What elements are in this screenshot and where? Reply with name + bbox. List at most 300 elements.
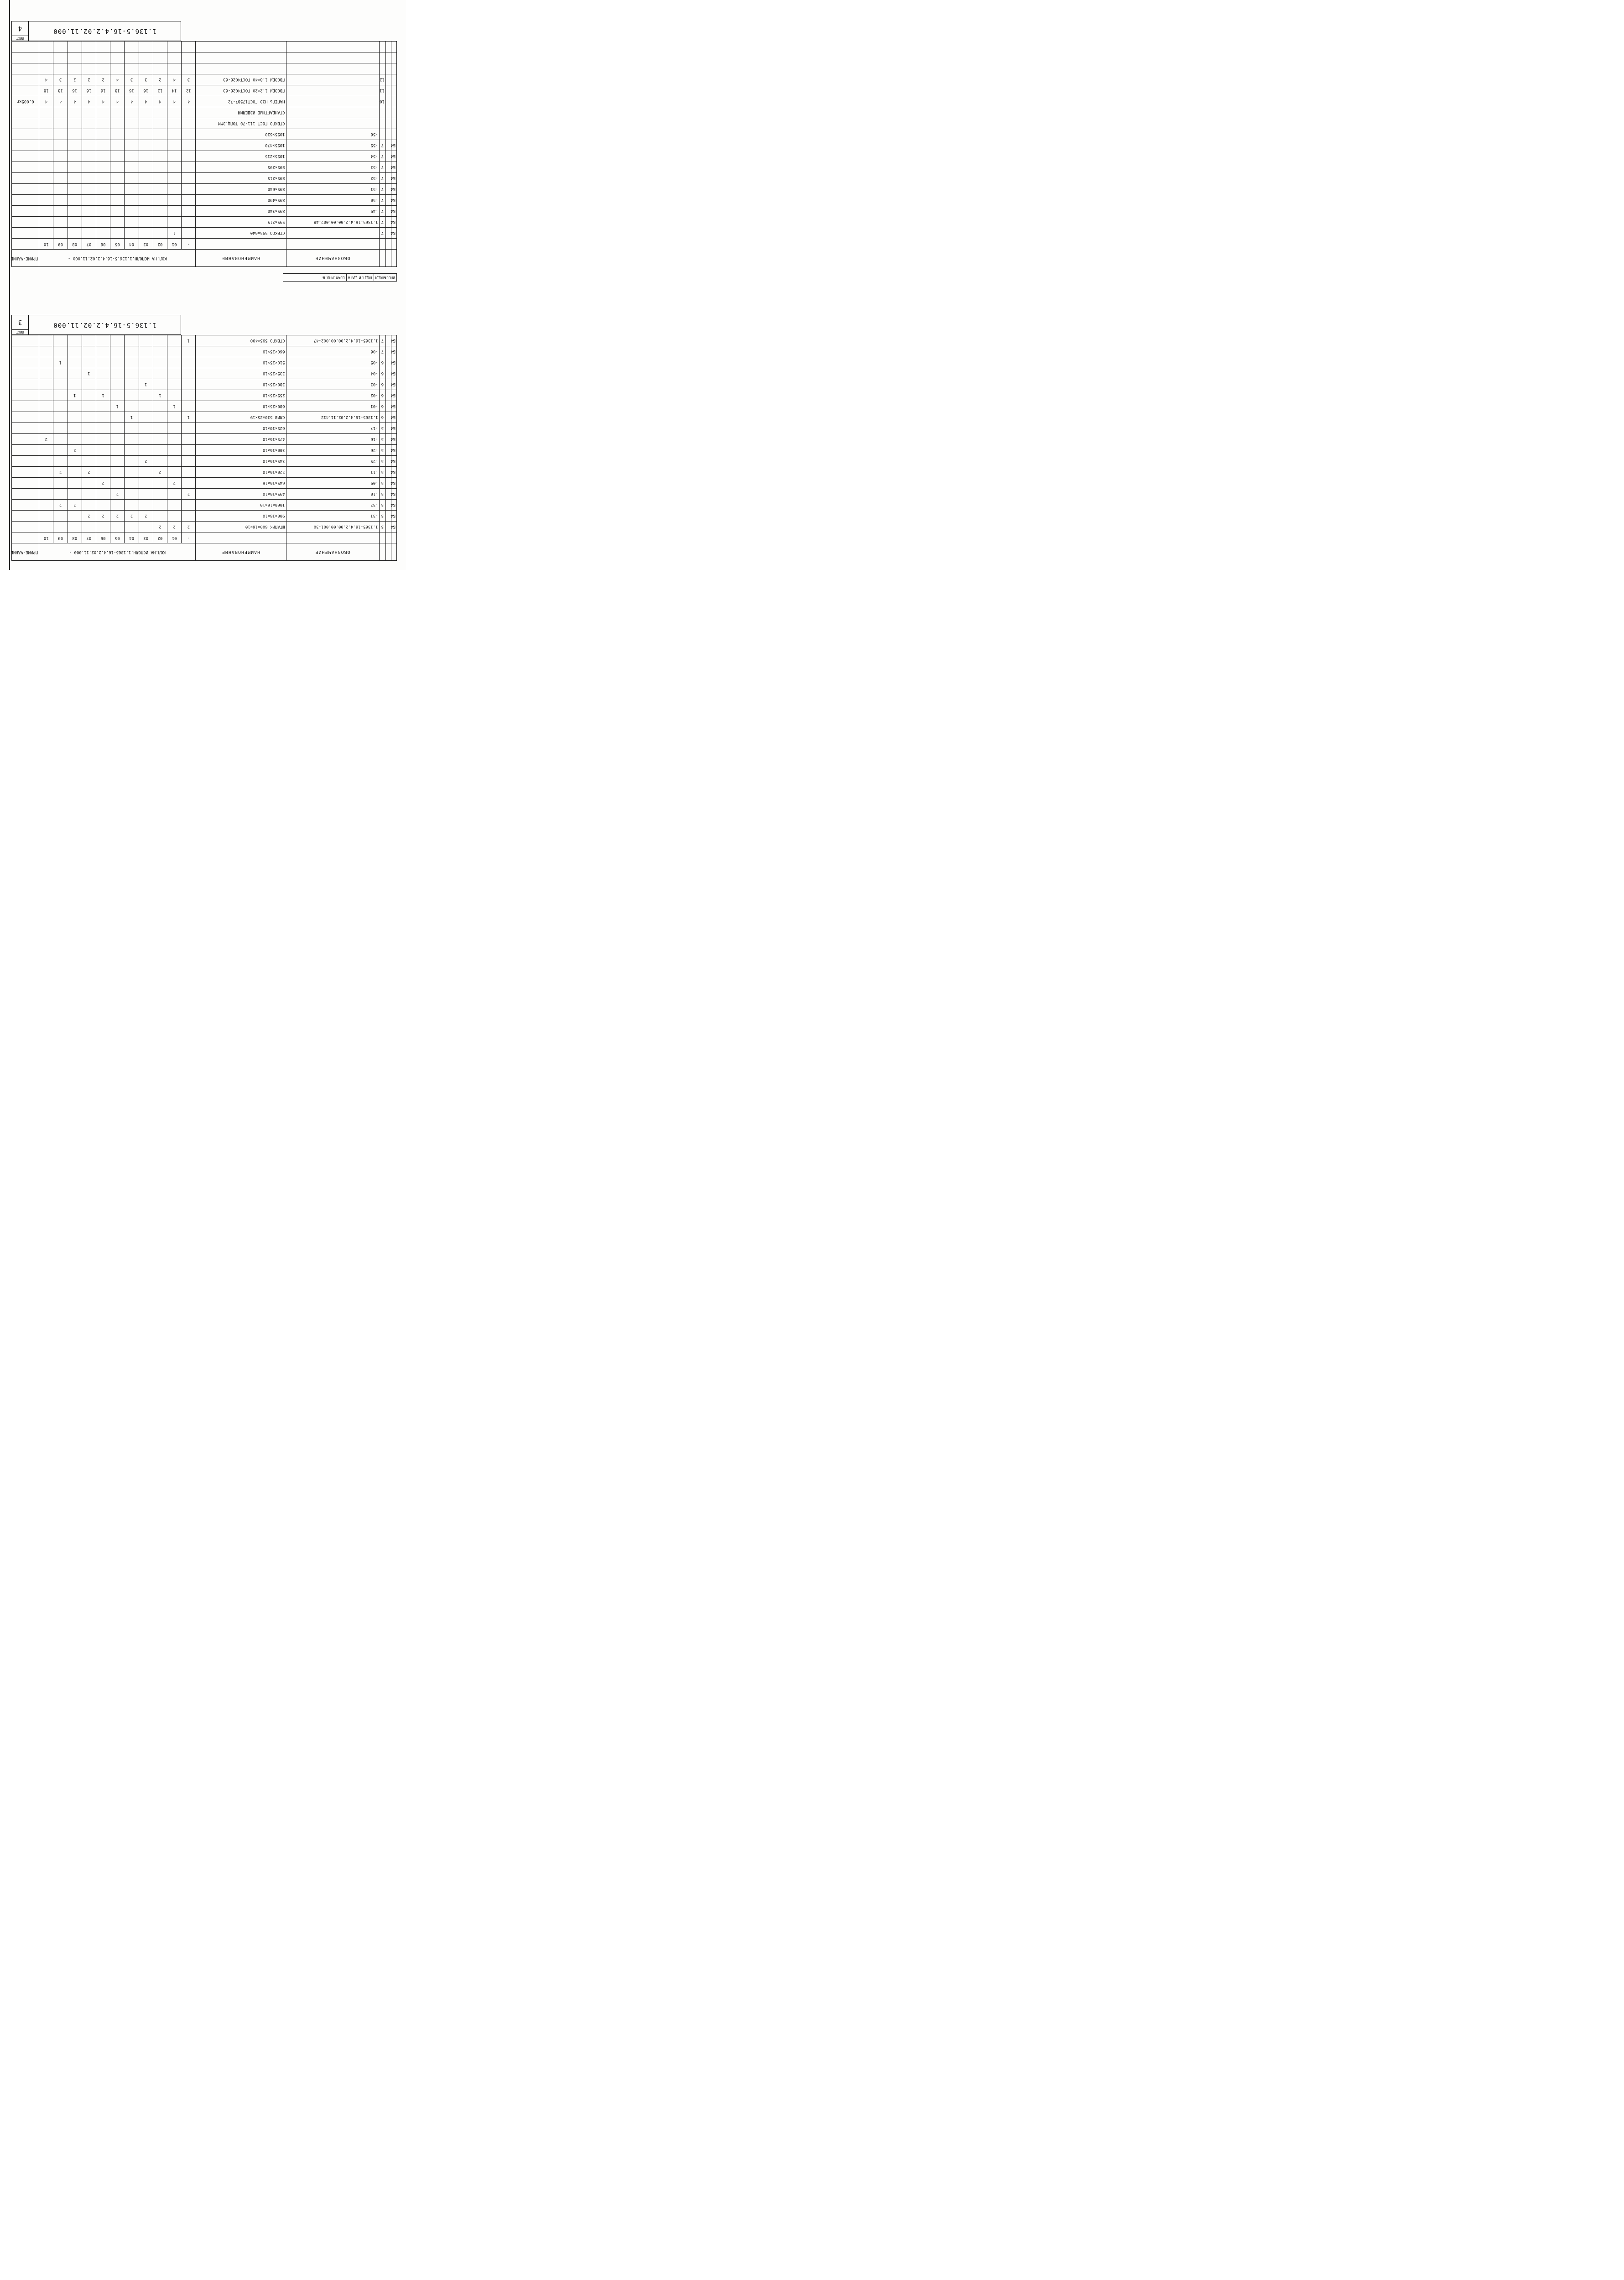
quantity-cell bbox=[39, 173, 53, 184]
position-cell: 7 bbox=[379, 335, 385, 346]
quantity-cell bbox=[139, 500, 153, 511]
quantity-cell: 3 bbox=[125, 74, 139, 85]
quantity-cell bbox=[110, 500, 125, 511]
quantity-cell bbox=[39, 401, 53, 412]
quantity-cell bbox=[82, 522, 96, 532]
quantity-cell bbox=[139, 478, 153, 489]
quantity-cell bbox=[39, 206, 53, 217]
designation-cell: 1.1365-16.4.2.00.00.002-48 bbox=[286, 217, 379, 228]
quantity-cell bbox=[53, 140, 68, 151]
designation-cell: -31 bbox=[286, 511, 379, 522]
quantity-cell bbox=[139, 346, 153, 357]
quantity-cell: 4 bbox=[125, 96, 139, 107]
quantity-cell bbox=[139, 173, 153, 184]
quantity-cell bbox=[125, 423, 139, 434]
format-cell bbox=[391, 118, 397, 129]
designation-cell: -54 bbox=[286, 151, 379, 162]
quantity-cell bbox=[68, 42, 82, 52]
quantity-cell bbox=[167, 346, 182, 357]
quantity-cell bbox=[110, 478, 125, 489]
quantity-cell bbox=[39, 52, 53, 63]
table-row bbox=[12, 74, 397, 85]
position-cell: 7 bbox=[379, 217, 385, 228]
quantity-cell bbox=[110, 52, 125, 63]
quantity-cell bbox=[167, 52, 182, 63]
note-cell bbox=[12, 478, 39, 489]
quantity-cell bbox=[182, 423, 196, 434]
note-cell bbox=[12, 140, 39, 151]
quantity-cell bbox=[139, 162, 153, 173]
name-cell: 345×16×10 bbox=[196, 456, 286, 467]
quantity-cell bbox=[125, 52, 139, 63]
quantity-cell bbox=[182, 206, 196, 217]
quantity-cell bbox=[53, 346, 68, 357]
quantity-cell bbox=[96, 379, 110, 390]
quantity-cell bbox=[153, 445, 167, 456]
quantity-cell bbox=[53, 335, 68, 346]
quantity-cell bbox=[39, 357, 53, 368]
quantity-cell bbox=[82, 118, 96, 129]
variant-header: 07 bbox=[82, 532, 96, 543]
variant-header-row bbox=[12, 532, 397, 543]
quantity-cell bbox=[182, 467, 196, 478]
quantity-cell bbox=[96, 42, 110, 52]
quantity-cell: 2 bbox=[96, 511, 110, 522]
quantity-cell bbox=[139, 401, 153, 412]
note-cell bbox=[12, 206, 39, 217]
position-cell: 7 bbox=[379, 140, 385, 151]
quantity-cell bbox=[39, 368, 53, 379]
note-cell bbox=[12, 184, 39, 195]
quantity-cell bbox=[182, 42, 196, 52]
name-cell: СЛИВ 530×25×19 bbox=[196, 412, 286, 423]
quantity-cell bbox=[82, 335, 96, 346]
format-cell: Б4 bbox=[391, 478, 397, 489]
quantity-cell bbox=[167, 118, 182, 129]
zone-cell bbox=[386, 107, 391, 118]
table-row bbox=[12, 151, 397, 162]
quantity-cell: 2 bbox=[110, 511, 125, 522]
quantity-cell: 18 bbox=[39, 85, 53, 96]
quantity-cell: 1 bbox=[182, 335, 196, 346]
variant-header: 02 bbox=[153, 532, 167, 543]
quantity-cell bbox=[182, 107, 196, 118]
table-row bbox=[12, 140, 397, 151]
quantity-cell: 2 bbox=[68, 500, 82, 511]
quantity-cell bbox=[96, 107, 110, 118]
note-cell bbox=[12, 335, 39, 346]
spec-table-sheet-4 bbox=[11, 41, 397, 267]
sheet-number-box bbox=[12, 21, 29, 41]
quantity-cell bbox=[153, 368, 167, 379]
quantity-cell bbox=[167, 140, 182, 151]
note-cell bbox=[12, 195, 39, 206]
quantity-cell: 1 bbox=[96, 390, 110, 401]
quantity-cell bbox=[182, 445, 196, 456]
zone-cell bbox=[386, 42, 391, 52]
quantity-cell bbox=[110, 522, 125, 532]
quantity-cell bbox=[182, 511, 196, 522]
quantity-cell bbox=[82, 184, 96, 195]
sheet-number: 4 bbox=[18, 25, 22, 32]
note-cell bbox=[12, 118, 39, 129]
quantity-cell bbox=[39, 129, 53, 140]
quantity-cell bbox=[96, 195, 110, 206]
quantity-cell bbox=[68, 423, 82, 434]
table-row bbox=[12, 489, 397, 500]
position-cell: 12 bbox=[379, 74, 385, 85]
quantity-cell: 1 bbox=[167, 401, 182, 412]
quantity-cell bbox=[167, 390, 182, 401]
quantity-cell bbox=[82, 390, 96, 401]
name-cell: 1055×215 bbox=[196, 151, 286, 162]
quantity-cell bbox=[167, 195, 182, 206]
quantity-cell bbox=[82, 52, 96, 63]
variant-header-row bbox=[12, 239, 397, 250]
quantity-cell bbox=[39, 489, 53, 500]
quantity-cell bbox=[167, 412, 182, 423]
name-cell: 895×215 bbox=[196, 173, 286, 184]
quantity-cell bbox=[82, 478, 96, 489]
table-row bbox=[12, 162, 397, 173]
quantity-cell bbox=[39, 228, 53, 239]
quantity-cell bbox=[125, 456, 139, 467]
quantity-cell: 14 bbox=[167, 85, 182, 96]
quantity-cell bbox=[125, 129, 139, 140]
quantity-cell bbox=[39, 500, 53, 511]
quantity-cell: 1 bbox=[125, 412, 139, 423]
format-cell: Б4 bbox=[391, 434, 397, 445]
note-cell bbox=[12, 74, 39, 85]
quantity-cell bbox=[39, 379, 53, 390]
designation-cell: 1.1365-16.4.2.00.00.001-30 bbox=[286, 522, 379, 532]
quantity-cell bbox=[167, 423, 182, 434]
table-row bbox=[12, 478, 397, 489]
quantity-cell bbox=[39, 511, 53, 522]
format-cell: Б4 bbox=[391, 228, 397, 239]
quantity-cell bbox=[167, 206, 182, 217]
position-cell: 6 bbox=[379, 390, 385, 401]
col-name: НАИМЕНОВАНИЕ bbox=[196, 250, 286, 267]
table-row bbox=[12, 412, 397, 423]
designation-cell bbox=[286, 107, 379, 118]
quantity-cell bbox=[96, 467, 110, 478]
quantity-cell bbox=[68, 489, 82, 500]
quantity-cell bbox=[110, 390, 125, 401]
col-designation: ОБОЗНАЧЕНИЕ bbox=[286, 250, 379, 267]
quantity-cell: 1 bbox=[153, 390, 167, 401]
quantity-cell: 2 bbox=[96, 74, 110, 85]
quantity-cell bbox=[167, 42, 182, 52]
quantity-cell bbox=[82, 217, 96, 228]
quantity-cell bbox=[82, 206, 96, 217]
quantity-cell: 18 bbox=[53, 85, 68, 96]
format-cell bbox=[391, 42, 397, 52]
name-cell: 380×25×19 bbox=[196, 379, 286, 390]
table-row bbox=[12, 184, 397, 195]
table-row bbox=[12, 423, 397, 434]
quantity-cell bbox=[96, 335, 110, 346]
quantity-cell bbox=[110, 173, 125, 184]
quantity-cell bbox=[53, 379, 68, 390]
name-cell: 335×25×19 bbox=[196, 368, 286, 379]
quantity-cell bbox=[139, 228, 153, 239]
table-row bbox=[12, 335, 397, 346]
name-cell: 1055×620 bbox=[196, 129, 286, 140]
table-row bbox=[12, 401, 397, 412]
format-cell: Б4 bbox=[391, 401, 397, 412]
quantity-cell bbox=[68, 511, 82, 522]
quantity-cell bbox=[53, 456, 68, 467]
quantity-cell bbox=[153, 206, 167, 217]
binding-margin bbox=[0, 0, 10, 570]
scanned-page bbox=[0, 0, 406, 570]
quantity-cell bbox=[153, 129, 167, 140]
quantity-cell bbox=[153, 217, 167, 228]
quantity-cell bbox=[153, 63, 167, 74]
name-cell bbox=[196, 42, 286, 52]
table-row bbox=[12, 500, 397, 511]
quantity-cell bbox=[139, 195, 153, 206]
quantity-cell bbox=[68, 379, 82, 390]
quantity-cell bbox=[125, 335, 139, 346]
quantity-cell bbox=[125, 390, 139, 401]
quantity-cell: 4 bbox=[39, 74, 53, 85]
quantity-cell: 1 bbox=[82, 368, 96, 379]
sheet-label: ЛИСТ bbox=[12, 36, 28, 41]
designation-cell bbox=[286, 96, 379, 107]
quantity-cell bbox=[139, 522, 153, 532]
quantity-cell bbox=[125, 346, 139, 357]
quantity-cell bbox=[139, 434, 153, 445]
designation-cell bbox=[286, 228, 379, 239]
quantity-cell bbox=[53, 173, 68, 184]
variant-header: 04 bbox=[125, 532, 139, 543]
position-cell: 5 bbox=[379, 445, 385, 456]
col-name: НАИМЕНОВАНИЕ bbox=[196, 543, 286, 561]
quantity-cell bbox=[125, 467, 139, 478]
quantity-cell bbox=[82, 228, 96, 239]
note-cell bbox=[12, 129, 39, 140]
title-block-sheet-4 bbox=[11, 21, 181, 41]
designation-cell: -11 bbox=[286, 467, 379, 478]
format-cell bbox=[391, 85, 397, 96]
name-cell: ГВОЗДИ 1,2×20 ГОСТ4028-63 bbox=[196, 85, 286, 96]
quantity-cell bbox=[182, 52, 196, 63]
quantity-cell bbox=[125, 489, 139, 500]
quantity-cell: 2 bbox=[110, 489, 125, 500]
quantity-cell bbox=[153, 379, 167, 390]
quantity-cell bbox=[125, 522, 139, 532]
quantity-cell bbox=[96, 217, 110, 228]
quantity-cell: 3 bbox=[53, 74, 68, 85]
quantity-cell bbox=[53, 412, 68, 423]
variant-header: 06 bbox=[96, 239, 110, 250]
quantity-cell bbox=[68, 467, 82, 478]
quantity-cell bbox=[53, 184, 68, 195]
position-cell: 6 bbox=[379, 412, 385, 423]
quantity-cell bbox=[125, 368, 139, 379]
quantity-cell bbox=[68, 456, 82, 467]
name-cell: СТЕКЛО 595×640 bbox=[196, 228, 286, 239]
quantity-cell bbox=[110, 118, 125, 129]
quantity-cell bbox=[153, 107, 167, 118]
position-cell: 5 bbox=[379, 423, 385, 434]
designation-cell: -01 bbox=[286, 401, 379, 412]
table-row bbox=[12, 456, 397, 467]
position-cell: 6 bbox=[379, 368, 385, 379]
quantity-cell bbox=[110, 445, 125, 456]
quantity-cell bbox=[96, 184, 110, 195]
spec-rows-sheet-4 bbox=[12, 42, 397, 239]
quantity-cell bbox=[153, 140, 167, 151]
position-cell: 7 bbox=[379, 228, 385, 239]
quantity-cell: 2 bbox=[82, 467, 96, 478]
quantity-cell bbox=[96, 500, 110, 511]
variant-header: 05 bbox=[110, 532, 125, 543]
spec-rows-sheet-3 bbox=[12, 335, 397, 532]
variant-header: - bbox=[182, 532, 196, 543]
quantity-cell bbox=[125, 379, 139, 390]
quantity-cell bbox=[167, 456, 182, 467]
quantity-cell: 12 bbox=[182, 85, 196, 96]
quantity-cell bbox=[182, 357, 196, 368]
quantity-cell bbox=[167, 500, 182, 511]
quantity-cell: 4 bbox=[39, 96, 53, 107]
note-cell bbox=[12, 412, 39, 423]
quantity-cell bbox=[53, 489, 68, 500]
quantity-cell bbox=[53, 401, 68, 412]
quantity-cell: 2 bbox=[167, 478, 182, 489]
format-cell: Б4 bbox=[391, 467, 397, 478]
format-cell: Б4 bbox=[391, 195, 397, 206]
quantity-cell bbox=[110, 434, 125, 445]
designation-cell: -25 bbox=[286, 456, 379, 467]
quantity-cell bbox=[39, 162, 53, 173]
designation-cell: -26 bbox=[286, 445, 379, 456]
note-cell bbox=[12, 445, 39, 456]
quantity-cell bbox=[96, 162, 110, 173]
quantity-cell bbox=[182, 228, 196, 239]
note-cell bbox=[12, 401, 39, 412]
quantity-cell bbox=[68, 184, 82, 195]
format-cell: Б4 bbox=[391, 217, 397, 228]
quantity-cell bbox=[53, 42, 68, 52]
quantity-cell bbox=[96, 522, 110, 532]
format-cell: Б4 bbox=[391, 206, 397, 217]
quantity-cell bbox=[167, 63, 182, 74]
col-note: ПРИМЕ-ЧАНИЕ bbox=[12, 543, 39, 561]
table-row bbox=[12, 195, 397, 206]
quantity-cell bbox=[182, 500, 196, 511]
quantity-cell bbox=[68, 162, 82, 173]
variant-header: 04 bbox=[125, 239, 139, 250]
quantity-cell: 16 bbox=[68, 85, 82, 96]
quantity-cell bbox=[139, 445, 153, 456]
name-cell: 1060×16×10 bbox=[196, 500, 286, 511]
quantity-cell: 16 bbox=[139, 85, 153, 96]
quantity-cell: 2 bbox=[68, 445, 82, 456]
quantity-cell: 4 bbox=[53, 96, 68, 107]
note-cell bbox=[12, 379, 39, 390]
quantity-cell bbox=[182, 401, 196, 412]
format-cell bbox=[391, 52, 397, 63]
note-cell bbox=[12, 162, 39, 173]
table-row bbox=[12, 107, 397, 118]
table-row bbox=[12, 173, 397, 184]
spec-table-sheet-3 bbox=[11, 335, 397, 561]
designation-cell: -56 bbox=[286, 129, 379, 140]
quantity-cell bbox=[82, 346, 96, 357]
position-cell: 7 bbox=[379, 173, 385, 184]
quantity-cell bbox=[110, 206, 125, 217]
note-cell bbox=[12, 467, 39, 478]
note-cell bbox=[12, 217, 39, 228]
designation-cell: -32 bbox=[286, 500, 379, 511]
quantity-cell bbox=[110, 151, 125, 162]
quantity-cell bbox=[82, 445, 96, 456]
quantity-cell bbox=[96, 423, 110, 434]
quantity-cell bbox=[68, 173, 82, 184]
note-cell bbox=[12, 346, 39, 357]
quantity-cell bbox=[110, 335, 125, 346]
zone-cell bbox=[386, 96, 391, 107]
format-cell: Б4 bbox=[391, 357, 397, 368]
quantity-cell bbox=[139, 368, 153, 379]
quantity-cell bbox=[182, 217, 196, 228]
format-cell: Б4 bbox=[391, 346, 397, 357]
table-row bbox=[12, 522, 397, 532]
designation-cell bbox=[286, 52, 379, 63]
quantity-cell bbox=[53, 434, 68, 445]
position-cell: 5 bbox=[379, 489, 385, 500]
col-designation: ОБОЗНАЧЕНИЕ bbox=[286, 543, 379, 561]
quantity-cell: 2 bbox=[82, 74, 96, 85]
quantity-cell bbox=[68, 129, 82, 140]
quantity-cell bbox=[139, 467, 153, 478]
quantity-cell bbox=[68, 52, 82, 63]
position-cell: 5 bbox=[379, 456, 385, 467]
name-cell: 895×490 bbox=[196, 195, 286, 206]
quantity-cell bbox=[39, 151, 53, 162]
name-cell: СТЕКЛО 595×490 bbox=[196, 335, 286, 346]
quantity-cell: 2 bbox=[139, 511, 153, 522]
sheet-4 bbox=[11, 21, 397, 282]
variant-header: 01 bbox=[167, 532, 182, 543]
inventory-label: ИНВ.№ПОДЛ bbox=[374, 274, 397, 281]
quantity-cell bbox=[110, 357, 125, 368]
quantity-cell bbox=[125, 445, 139, 456]
table-row bbox=[12, 63, 397, 74]
quantity-cell bbox=[82, 129, 96, 140]
position-cell: 7 bbox=[379, 151, 385, 162]
quantity-cell: 2 bbox=[153, 522, 167, 532]
quantity-cell bbox=[167, 151, 182, 162]
note-cell bbox=[12, 434, 39, 445]
format-cell: Б4 bbox=[391, 379, 397, 390]
quantity-cell bbox=[182, 456, 196, 467]
quantity-cell bbox=[96, 151, 110, 162]
name-cell: 510×25×19 bbox=[196, 357, 286, 368]
quantity-cell bbox=[53, 522, 68, 532]
quantity-cell: 2 bbox=[82, 511, 96, 522]
quantity-cell: 4 bbox=[96, 96, 110, 107]
table-row bbox=[12, 511, 397, 522]
name-cell: СТАНДАРТНЫЕ ИЗДЕЛИЯ bbox=[196, 107, 286, 118]
format-cell: Б4 bbox=[391, 162, 397, 173]
quantity-cell bbox=[82, 42, 96, 52]
quantity-cell: 2 bbox=[96, 478, 110, 489]
